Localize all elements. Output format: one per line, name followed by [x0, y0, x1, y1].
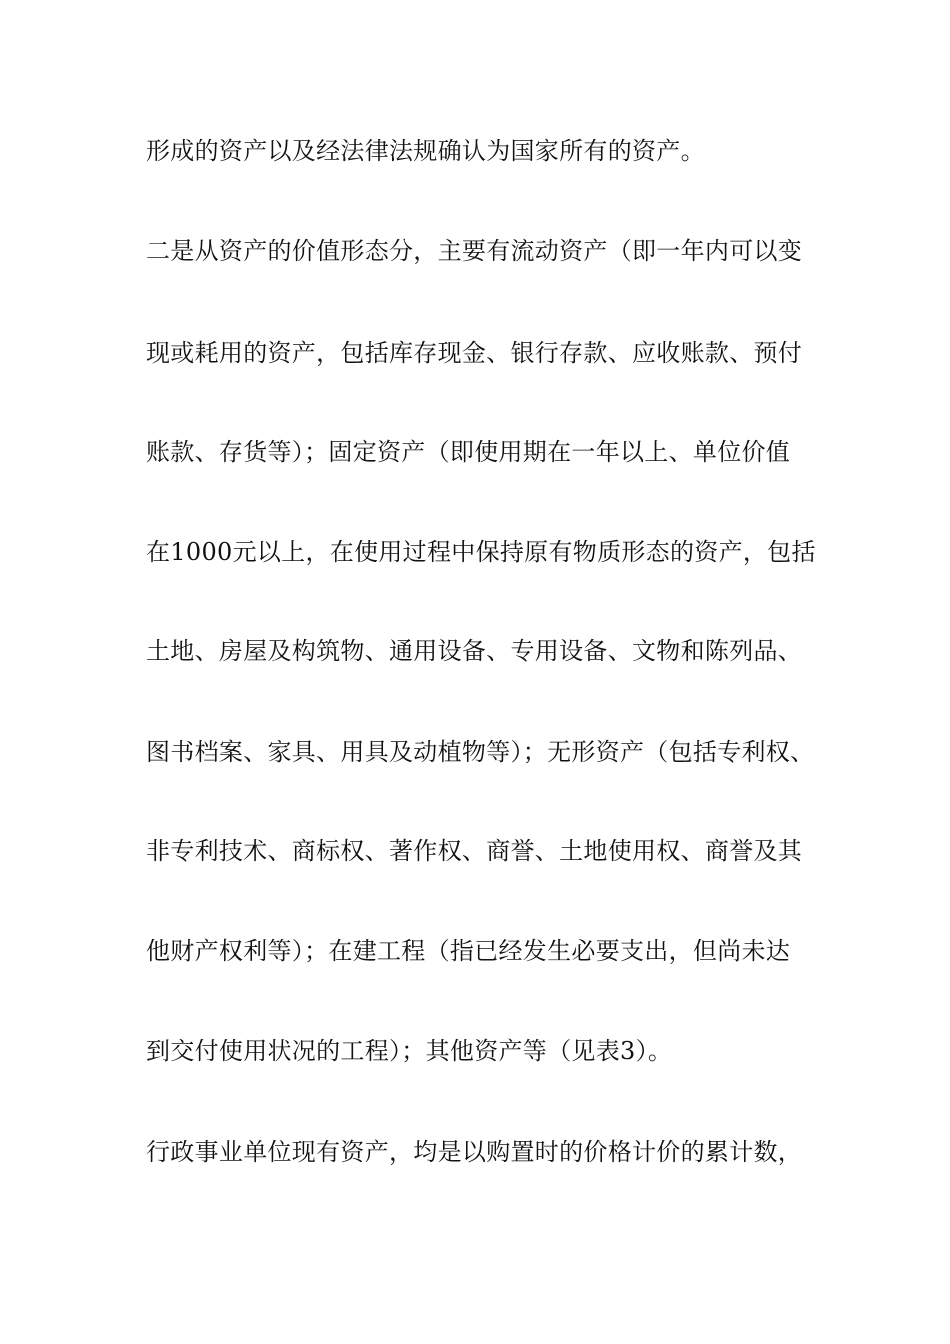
text-line-7: 图书档案、家具、用具及动植物等）；无形资产（包括专利权、: [146, 738, 815, 766]
text-line-10: 到交付使用状况的工程）；其他资产等（见表3）。: [146, 1037, 673, 1065]
text-line-4: 账款、存货等）；固定资产（即使用期在一年以上、单位价值: [146, 438, 791, 466]
text-line-1: 形成的资产以及经法律法规确认为国家所有的资产。: [146, 137, 705, 165]
text-line-5: 在1000元以上，在使用过程中保持原有物质形态的资产，包括: [146, 538, 816, 566]
text-line-3: 现或耗用的资产，包括库存现金、银行存款、应收账款、预付: [146, 339, 803, 367]
text-line-8: 非专利技术、商标权、著作权、商誉、土地使用权、商誉及其: [146, 837, 803, 865]
text-line-9: 他财产权利等）；在建工程（指已经发生必要支出，但尚未达: [146, 937, 791, 965]
text-line-6: 土地、房屋及构筑物、通用设备、专用设备、文物和陈列品、: [146, 637, 803, 665]
text-line-11: 行政事业单位现有资产，均是以购置时的价格计价的累计数，: [146, 1138, 803, 1166]
text-line-2: 二是从资产的价值形态分，主要有流动资产（即一年内可以变: [146, 237, 803, 265]
